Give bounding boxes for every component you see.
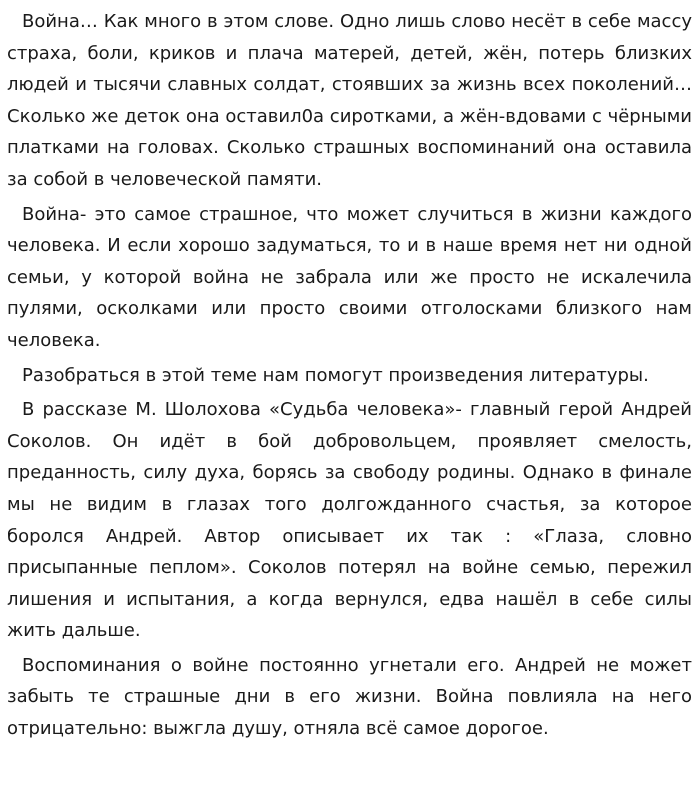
paragraph-war-intro: Война… Как много в этом слове. Одно лишь слово несёт в себе массу страха, боли, криков и плача матерей, детей, жён, потерь близких людей и тысячи славных солдат, стоявших за жизнь всех поколений…Сколько же деток она оставил0а сиротками, а жён-вдовами с чёрными платками на головах. Сколько страшных воспоминаний она оставила за собой в человеческой памяти. <box>7 11 692 190</box>
paragraph-memories: Воспоминания о войне постоянно угнетали его. Андрей не может забыть те страшные дни в его жизни. Война повлияла на него отрицательно: выжгла душу, отняла всё самое дорогое. <box>7 654 692 740</box>
paragraph-war-every-family: Война- это самое страшное, что может случиться в жизни каждого человека. И если хорошо задуматься, то и в наше время нет ни одной семьи, у которой война не забрала или же просто не искалечила пулями, осколками или просто своими отголосками близкого нам человека. <box>7 203 692 351</box>
paragraph-sholokhov: В рассказе М. Шолохова «Судьба человека»- главный герой Андрей Соколов. Он идёт в бой добровольцем, проявляет смелость, преданность, силу духа, борясь за свободу родины. Однако в финале мы не видим в глазах того долгожданного счастья, за которое боролся Андрей. Автор описывает их так : «Глаза, словно присыпанные пеплом». Соколов потерял на войне семью, пережил лишения и испытания, а когда вернулся, едва нашёл в себе силы жить дальше. <box>7 399 692 642</box>
paragraph-literature: Разобраться в этой теме нам помогут произведения литературы. <box>22 364 649 386</box>
